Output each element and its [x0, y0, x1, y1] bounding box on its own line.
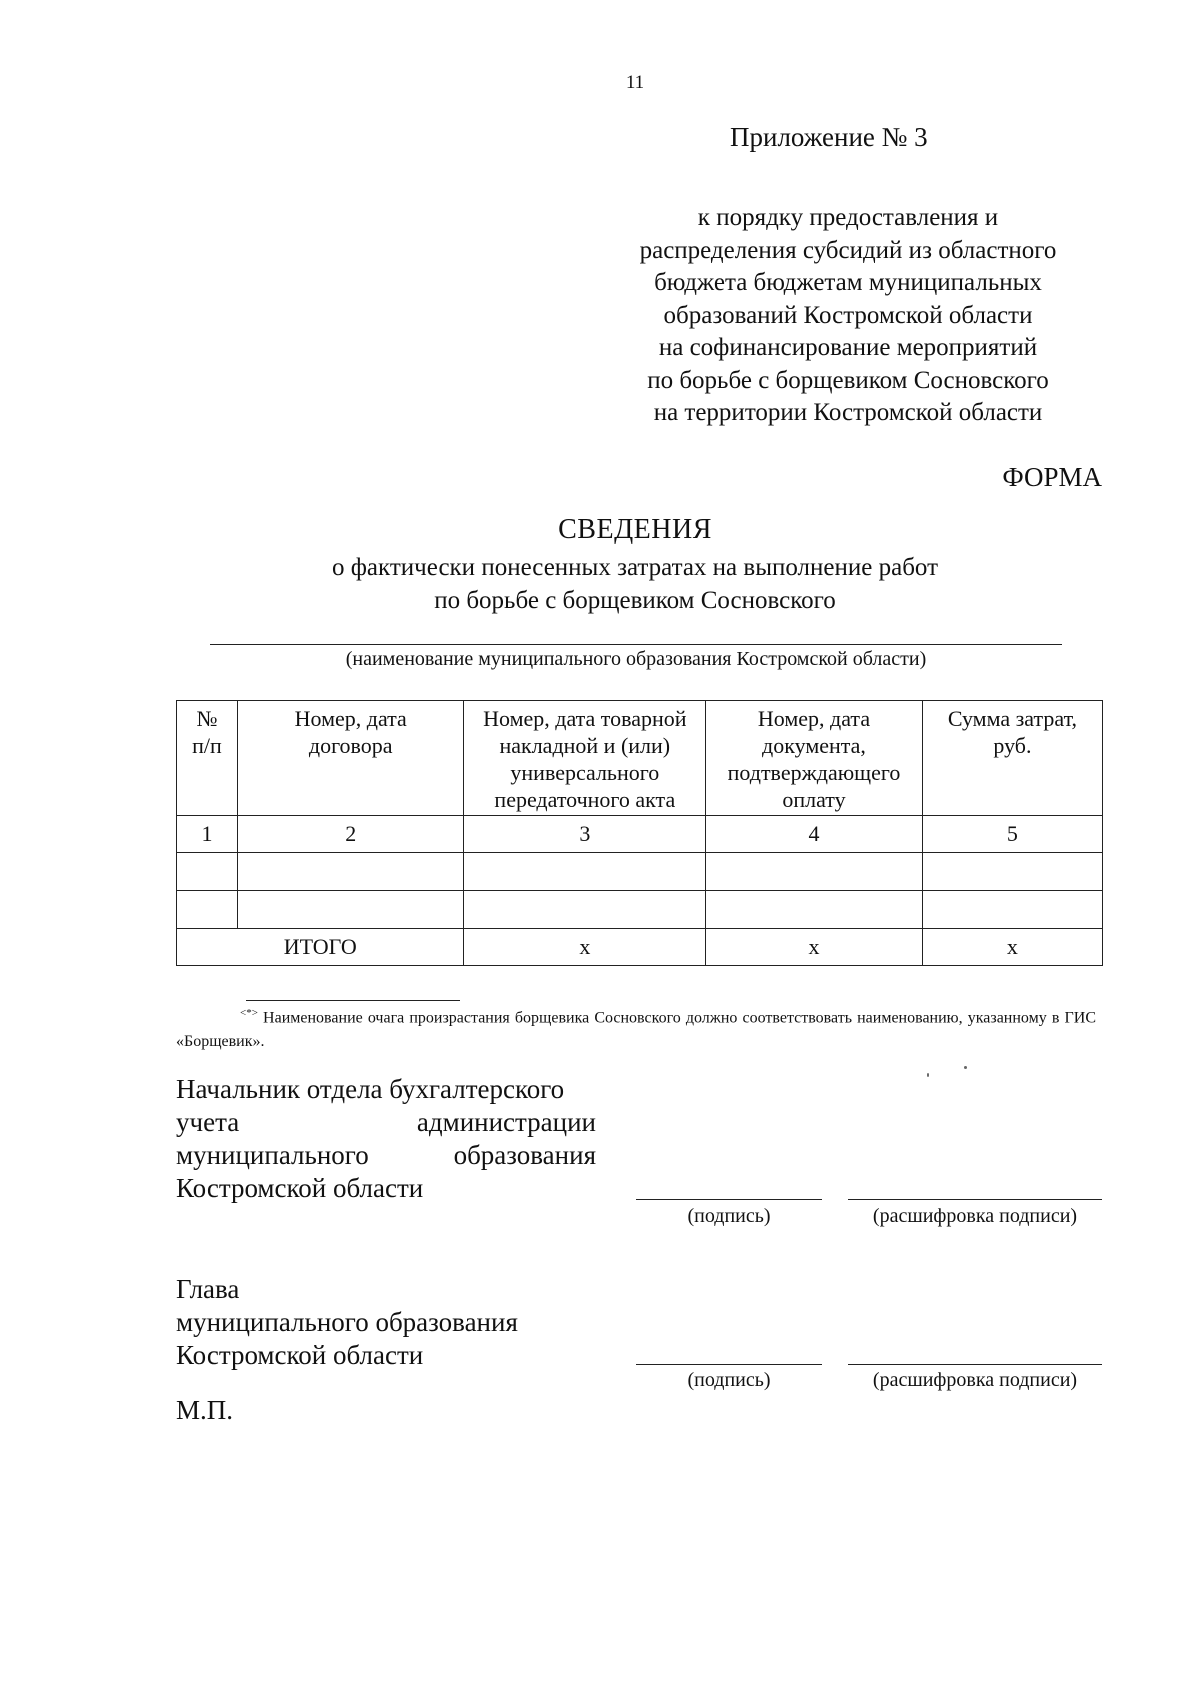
table-cell: 4 [706, 816, 923, 853]
decryption-line [848, 1364, 1102, 1365]
signature-line [636, 1364, 822, 1365]
table-row [177, 891, 1103, 929]
appendix-line: на территории Костромской области [653, 399, 1043, 426]
signer-title-accounting [176, 1073, 596, 1205]
municipality-name-line [210, 644, 1062, 645]
page-number: 11 [625, 72, 645, 93]
header-number: № п/п [177, 701, 238, 816]
table-row-total [177, 929, 1103, 966]
signature-line [636, 1199, 822, 1200]
table-header-row [177, 701, 1103, 816]
table-cell: х [922, 929, 1102, 966]
table-cell [177, 891, 238, 929]
signer-line: Костромской области [176, 1173, 424, 1203]
appendix-title: Приложение № 3 [730, 122, 928, 152]
stamp-place-label: М.П. [176, 1395, 234, 1425]
footnote [176, 1001, 1096, 1054]
header-payment-document: Номер, дата документа, подтверждающего оплату [706, 701, 923, 816]
appendix-line: бюджета бюджетам муниципальных [654, 269, 1042, 296]
table-cell [922, 891, 1102, 929]
signer-line: муниципального образования [176, 1140, 596, 1170]
table-cell: х [706, 929, 923, 966]
footnote-text: Наименование очага произрастания борщевика Сосновского должно соответствовать наименованию, указанному в ГИС «Борщевик». [176, 1009, 1097, 1051]
signature-caption: (подпись) [687, 1369, 771, 1391]
form-label: ФОРМА [1002, 462, 1102, 492]
total-label: ИТОГО [177, 929, 464, 966]
signer-line: Костромской области [176, 1340, 424, 1370]
scan-speck [927, 1073, 929, 1077]
table-cell [177, 853, 238, 891]
table-cell: 3 [464, 816, 706, 853]
table-cell: х [464, 929, 706, 966]
scan-speck [964, 1066, 967, 1069]
decryption-caption: (расшифровка подписи) [872, 1205, 1078, 1227]
table-cell [922, 853, 1102, 891]
table-cell [706, 853, 923, 891]
signer-line: Начальник отдела бухгалтерского [176, 1074, 565, 1104]
document-title: СВЕДЕНИЯ [558, 514, 712, 545]
table-row-index [177, 816, 1103, 853]
appendix-line: образований Костромской области [663, 301, 1033, 329]
signer-title-head [176, 1273, 596, 1372]
appendix-line: распределения субсидий из областного [639, 236, 1057, 264]
costs-table [176, 700, 1103, 966]
subtitle-line: о фактически понесенных затратах на выполнение работ [331, 554, 939, 581]
decryption-caption: (расшифровка подписи) [872, 1369, 1078, 1391]
header-invoice: Номер, дата товарной накладной и (или) универсального передаточного акта [464, 701, 706, 816]
header-amount: Сумма затрат, руб. [922, 701, 1102, 816]
table-cell [464, 891, 706, 929]
appendix-line: к порядку предоставления и [697, 204, 999, 231]
header-contract: Номер, дата договора [237, 701, 464, 816]
subtitle-line: по борьбе с борщевиком Сосновского [434, 586, 836, 614]
table-cell [464, 853, 706, 891]
table-cell [706, 891, 923, 929]
signer-line: муниципального образования [176, 1307, 518, 1337]
table-cell: 2 [237, 816, 464, 853]
table-cell [237, 853, 464, 891]
appendix-description [588, 202, 1108, 430]
signer-line: Глава [176, 1274, 240, 1304]
table-cell [237, 891, 464, 929]
footnote-mark: <*> [240, 1007, 258, 1019]
table-cell: 5 [922, 816, 1102, 853]
table-cell: 1 [177, 816, 238, 853]
table-row [177, 853, 1103, 891]
signer-line: учета администрации [176, 1107, 596, 1137]
decryption-line [848, 1199, 1102, 1200]
signature-caption: (подпись) [687, 1205, 771, 1227]
document-subtitle [0, 552, 1200, 617]
municipality-caption: (наименование муниципального образования Костромской области) [345, 648, 927, 670]
appendix-line: по борьбе с борщевиком Сосновского [647, 366, 1049, 394]
appendix-line: на софинансирование мероприятий [658, 334, 1038, 361]
